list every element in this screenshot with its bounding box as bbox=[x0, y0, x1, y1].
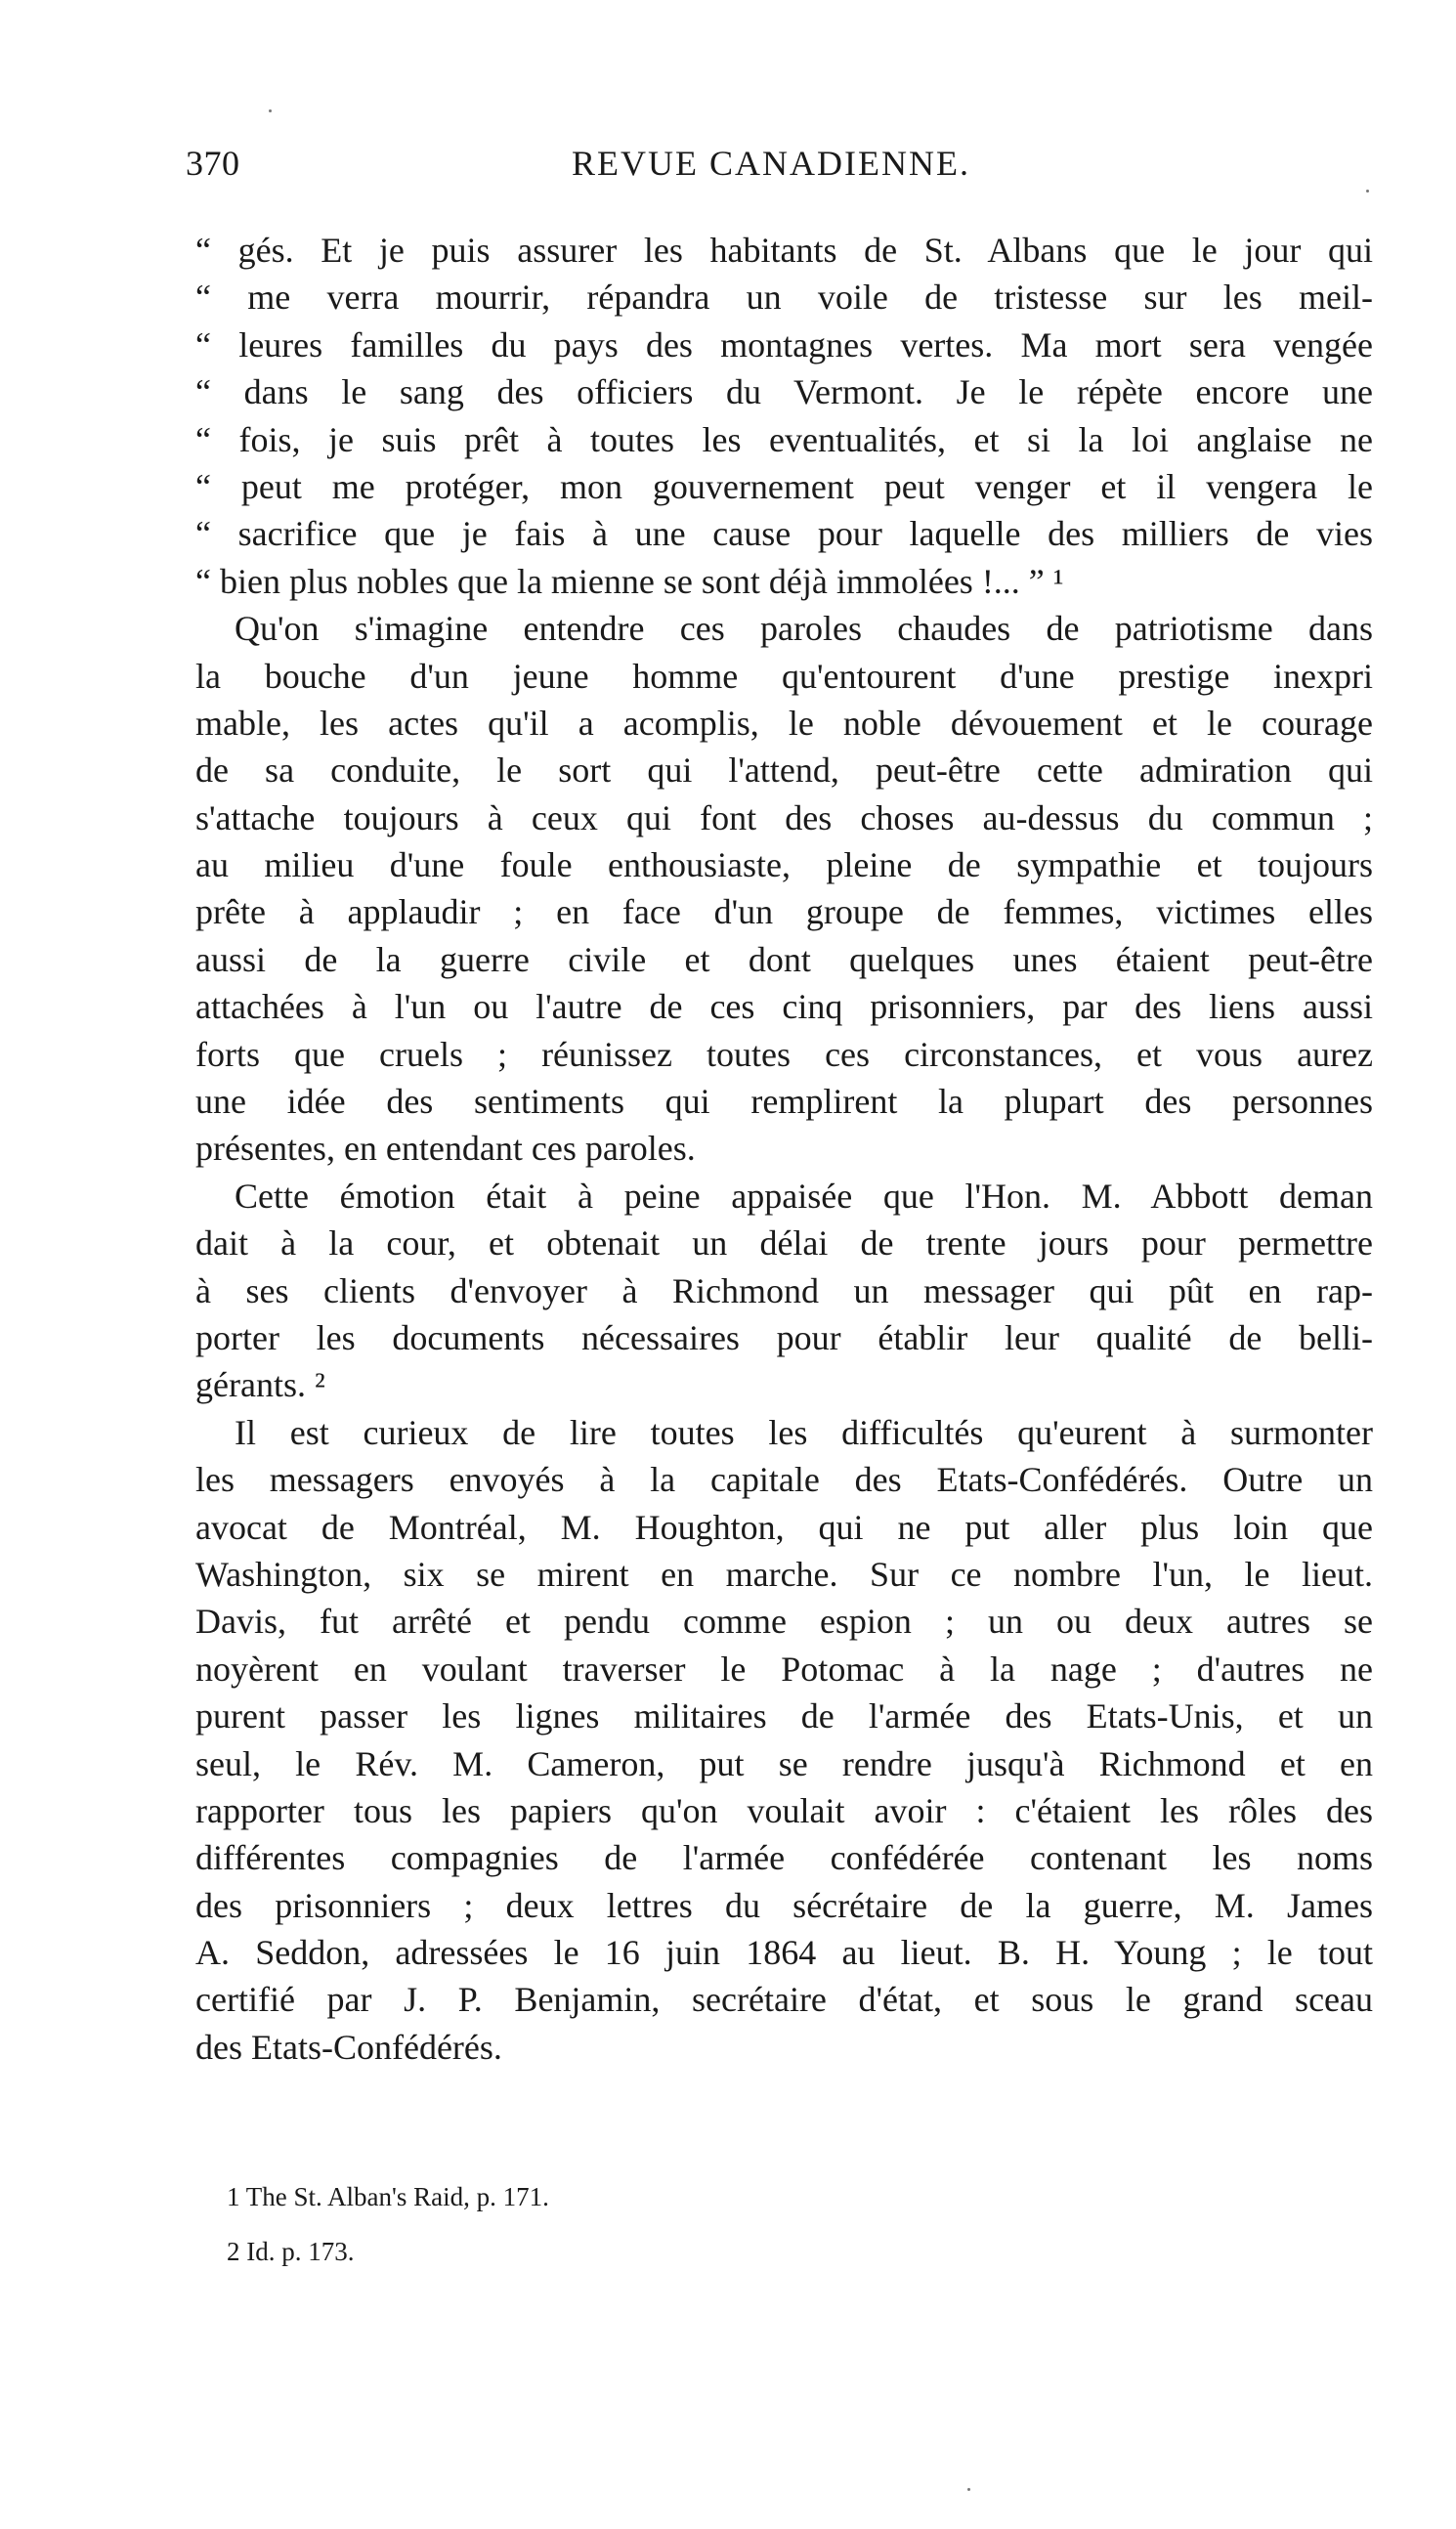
body-line: attachées à l'un ou l'autre de ces cinq prisonniers, par des liens aussi bbox=[195, 987, 1373, 1027]
body-line: au milieu d'une foule enthousiaste, pleine de sympathie et toujours bbox=[195, 845, 1373, 885]
print-speck bbox=[967, 2488, 970, 2491]
body-line: “ sacrifice que je fais à une cause pour laquelle des milliers de vies bbox=[195, 514, 1373, 554]
body-line: Davis, fut arrêté et pendu comme espion ; un ou deux autres se bbox=[195, 1602, 1373, 1642]
running-title: REVUE CANADIENNE. bbox=[572, 144, 970, 183]
body-line: une idée des sentiments qui remplirent la plupart des personnes bbox=[195, 1082, 1373, 1122]
body-line: “ fois, je suis prêt à toutes les eventualités, et si la loi anglaise ne bbox=[195, 419, 1373, 459]
body-line: s'attache toujours à ceux qui font des choses au-dessus du commun ; bbox=[195, 797, 1373, 837]
body-line: des Etats-Confédérés. bbox=[195, 2027, 502, 2067]
body-line: noyèrent en voulant traverser le Potomac à la nage ; d'autres ne bbox=[195, 1649, 1373, 1689]
body-line: forts que cruels ; réunissez toutes ces circonstances, et vous aurez bbox=[195, 1034, 1373, 1074]
body-line: A. Seddon, adressées le 16 juin 1864 au lieut. B. H. Young ; le tout bbox=[195, 1933, 1373, 1973]
body-text bbox=[195, 227, 1373, 2071]
paragraph-first-line: Cette émotion était à peine appaisée que l'Hon. M. Abbott deman bbox=[235, 1176, 1373, 1216]
body-line: porter les documents nécessaires pour établir leur qualité de belli- bbox=[195, 1317, 1373, 1357]
body-line: prête à applaudir ; en face d'un groupe de femmes, victimes elles bbox=[195, 892, 1373, 932]
print-speck bbox=[1366, 190, 1369, 193]
body-line: gérants. ² bbox=[195, 1365, 325, 1405]
footnotes bbox=[227, 2169, 1106, 2279]
body-line: “ dans le sang des officiers du Vermont. Je le répète encore une bbox=[195, 372, 1373, 412]
body-line: “ peut me protéger, mon gouvernement peut venger et il vengera le bbox=[195, 466, 1373, 506]
paragraph-first-line: Qu'on s'imagine entendre ces paroles chaudes de patriotisme dans bbox=[235, 609, 1373, 649]
body-line: rapporter tous les papiers qu'on voulait avoir : c'étaient les rôles des bbox=[195, 1790, 1373, 1830]
body-line: “ bien plus nobles que la mienne se sont déjà immolées !... ” ¹ bbox=[195, 561, 1064, 601]
body-line: présentes, en entendant ces paroles. bbox=[195, 1129, 696, 1169]
body-line: des prisonniers ; deux lettres du sécrétaire de la guerre, M. James bbox=[195, 1885, 1373, 1925]
body-line: purent passer les lignes militaires de l'armée des Etats-Unis, et un bbox=[195, 1696, 1373, 1736]
body-line: la bouche d'un jeune homme qu'entourent d'une prestige inexpri bbox=[195, 656, 1373, 696]
body-line: de sa conduite, le sort qui l'attend, peut-être cette admiration qui bbox=[195, 750, 1373, 791]
body-line: aussi de la guerre civile et dont quelques unes étaient peut-être bbox=[195, 939, 1373, 979]
paragraph-first-line: Il est curieux de lire toutes les difficultés qu'eurent à surmonter bbox=[235, 1412, 1373, 1452]
body-line: seul, le Rév. M. Cameron, put se rendre jusqu'à Richmond et en bbox=[195, 1743, 1373, 1783]
body-line: Washington, six se mirent en marche. Sur ce nombre l'un, le lieut. bbox=[195, 1554, 1373, 1594]
body-line: “ gés. Et je puis assurer les habitants de St. Albans que le jour qui bbox=[195, 231, 1373, 270]
body-line: “ leures familles du pays des montagnes vertes. Ma mort sera vengée bbox=[195, 324, 1373, 364]
page-number: 370 bbox=[186, 144, 240, 183]
body-line: “ me verra mourrir, répandra un voile de tristesse sur les meil- bbox=[195, 278, 1373, 318]
footnote: 2 Id. p. 173. bbox=[227, 2237, 355, 2266]
print-speck bbox=[269, 109, 272, 112]
body-line: différentes compagnies de l'armée confédérée contenant les noms bbox=[195, 1838, 1373, 1878]
body-line: certifié par J. P. Benjamin, secrétaire d'état, et sous le grand sceau bbox=[195, 1980, 1373, 2020]
body-line: à ses clients d'envoyer à Richmond un messager qui pût en rap- bbox=[195, 1270, 1373, 1310]
body-line: dait à la cour, et obtenait un délai de trente jours pour permettre bbox=[195, 1223, 1373, 1264]
body-line: avocat de Montréal, M. Houghton, qui ne put aller plus loin que bbox=[195, 1507, 1373, 1547]
body-line: mable, les actes qu'il a acomplis, le noble dévouement et le courage bbox=[195, 703, 1373, 743]
page-header bbox=[186, 143, 1378, 201]
footnote: 1 The St. Alban's Raid, p. 171. bbox=[227, 2182, 549, 2211]
body-line: les messagers envoyés à la capitale des Etats-Confédérés. Outre un bbox=[195, 1460, 1373, 1500]
